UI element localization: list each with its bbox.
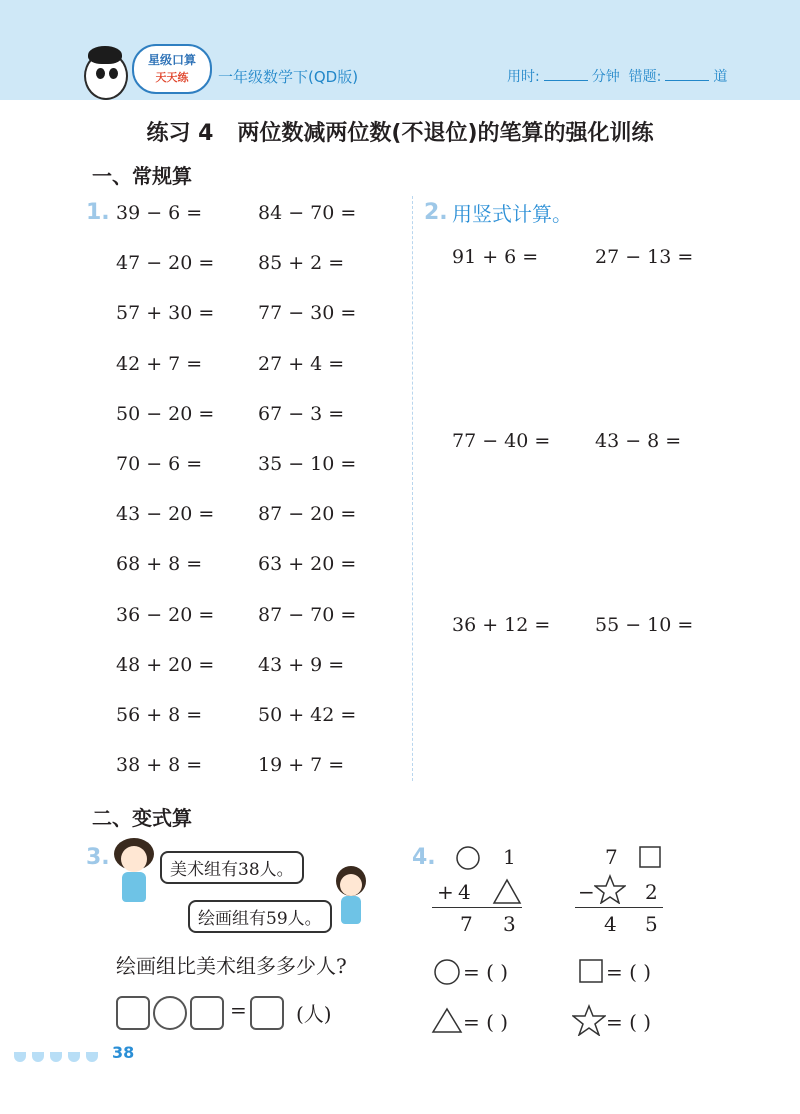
q1-expression: 87 − 20 = bbox=[258, 503, 357, 526]
q1-expression: 19 + 7 = bbox=[258, 754, 345, 777]
puzzle2-operator: − bbox=[578, 880, 595, 904]
triangle-answer[interactable]: = ( ) bbox=[463, 1010, 509, 1034]
mascot-hair bbox=[88, 46, 122, 64]
circle-icon bbox=[455, 845, 481, 871]
page-title bbox=[0, 116, 800, 147]
circle-answer[interactable]: = ( ) bbox=[463, 960, 509, 984]
q2-expression: 55 − 10 = bbox=[595, 614, 694, 636]
series-logo bbox=[132, 44, 212, 94]
count-label: 道 bbox=[713, 69, 728, 85]
q1-number: 1. bbox=[86, 200, 110, 225]
q1-expression: 84 − 70 = bbox=[258, 202, 357, 224]
q1-expression: 50 + 42 = bbox=[258, 704, 357, 726]
equals-sign: = bbox=[230, 998, 247, 1022]
girl-face bbox=[340, 874, 362, 896]
q1-expression: 70 − 6 = bbox=[116, 453, 203, 475]
puzzle2-rule bbox=[575, 907, 663, 908]
q1-expression: 50 − 20 = bbox=[116, 402, 215, 425]
q1-expression: 77 − 30 = bbox=[258, 302, 357, 325]
errors-blank[interactable] bbox=[665, 66, 709, 81]
q1-expression: 27 + 4 = bbox=[258, 352, 345, 375]
q1-expression: 68 + 8 = bbox=[116, 553, 203, 576]
column-divider bbox=[412, 196, 413, 781]
q2-expression: 91 + 6 = bbox=[452, 246, 539, 268]
square-icon bbox=[578, 958, 604, 984]
unit-label: (人) bbox=[296, 1002, 332, 1026]
q1-expression: 43 − 20 = bbox=[116, 503, 215, 526]
timing-fields bbox=[507, 66, 727, 86]
q2-expression: 36 + 12 = bbox=[452, 614, 551, 636]
q2-expression: 77 − 40 = bbox=[452, 430, 551, 452]
section1-heading: 一、常规算 bbox=[92, 164, 192, 188]
speech-bubble-art-group: 美术组有38人。 bbox=[160, 851, 304, 884]
star-icon bbox=[572, 1004, 606, 1036]
operator-circle[interactable] bbox=[153, 996, 187, 1030]
girl-dress bbox=[122, 872, 146, 902]
square-answer[interactable]: = ( ) bbox=[606, 960, 652, 984]
q2-number: 2. bbox=[424, 200, 448, 225]
girl-dress bbox=[341, 896, 361, 924]
time-label: 用时: bbox=[507, 69, 540, 85]
q1-expression: 43 + 9 = bbox=[258, 653, 345, 676]
q2-instruction: 用竖式计算。 bbox=[452, 202, 572, 226]
q1-expression: 48 + 20 = bbox=[116, 653, 215, 676]
logo-text-top: 星级口算 bbox=[147, 53, 196, 67]
q1-expression: 57 + 30 = bbox=[116, 302, 215, 325]
puzzle1-rule bbox=[432, 907, 522, 908]
puzzle2-result-tens: 4 bbox=[604, 912, 617, 936]
q2-expression: 27 − 13 = bbox=[595, 246, 694, 268]
q1-expression: 42 + 7 = bbox=[116, 352, 203, 375]
q3-question: 绘画组比美术组多多少人? bbox=[116, 954, 347, 978]
star-icon bbox=[594, 874, 626, 904]
q4-number: 4. bbox=[412, 845, 436, 870]
q1-expression: 36 − 20 = bbox=[116, 603, 215, 626]
puzzle2-mid-digit: 2 bbox=[645, 880, 658, 904]
q1-expression: 87 − 70 = bbox=[258, 603, 357, 626]
exercise-label: 练习 4 bbox=[146, 121, 214, 146]
q1-expression: 67 − 3 = bbox=[258, 402, 345, 425]
puzzle1-mid-digit: 4 bbox=[458, 880, 471, 904]
answer-box[interactable] bbox=[190, 996, 224, 1030]
logo-text-bottom: 天天练 bbox=[155, 71, 189, 84]
q1-expression: 39 − 6 = bbox=[116, 202, 203, 224]
answer-box[interactable] bbox=[116, 996, 150, 1030]
puzzle2-top-digit: 7 bbox=[605, 845, 618, 869]
exercise-title: 两位数减两位数(不退位)的笔算的强化训练 bbox=[237, 121, 654, 146]
puzzle1-top-digit: 1 bbox=[503, 845, 516, 869]
triangle-icon bbox=[492, 877, 522, 905]
errors-label: 错题: bbox=[628, 69, 662, 85]
q1-expression: 47 − 20 = bbox=[116, 252, 215, 275]
q1-expression: 56 + 8 = bbox=[116, 704, 203, 726]
puzzle2-result-ones: 5 bbox=[645, 912, 658, 936]
page-number: 38 bbox=[112, 1043, 135, 1062]
speech-bubble-drawing-group: 绘画组有59人。 bbox=[188, 900, 332, 933]
girl-face bbox=[121, 846, 147, 872]
q3-number: 3. bbox=[86, 845, 110, 870]
q1-expression: 35 − 10 = bbox=[258, 453, 357, 475]
q2-expression: 43 − 8 = bbox=[595, 430, 682, 452]
square-icon bbox=[638, 845, 662, 869]
time-blank[interactable] bbox=[544, 66, 588, 81]
circle-icon bbox=[433, 958, 461, 986]
series-label: 一年级数学下(QD版) bbox=[218, 68, 359, 86]
section2-heading: 二、变式算 bbox=[92, 806, 192, 830]
puzzle1-result-ones: 3 bbox=[503, 912, 516, 936]
puzzle1-result-tens: 7 bbox=[460, 912, 473, 936]
q1-expression: 38 + 8 = bbox=[116, 754, 203, 777]
triangle-icon bbox=[431, 1006, 463, 1034]
q1-expression: 63 + 20 = bbox=[258, 553, 357, 576]
answer-box[interactable] bbox=[250, 996, 284, 1030]
puzzle1-operator: + bbox=[437, 880, 454, 904]
star-answer[interactable]: = ( ) bbox=[606, 1010, 652, 1034]
page-decoration bbox=[14, 1047, 104, 1066]
q1-expression: 85 + 2 = bbox=[258, 252, 345, 275]
series-title bbox=[218, 66, 358, 87]
mascot-eye bbox=[109, 68, 118, 79]
mascot-eye bbox=[96, 68, 105, 79]
minute-label: 分钟 bbox=[591, 69, 620, 85]
